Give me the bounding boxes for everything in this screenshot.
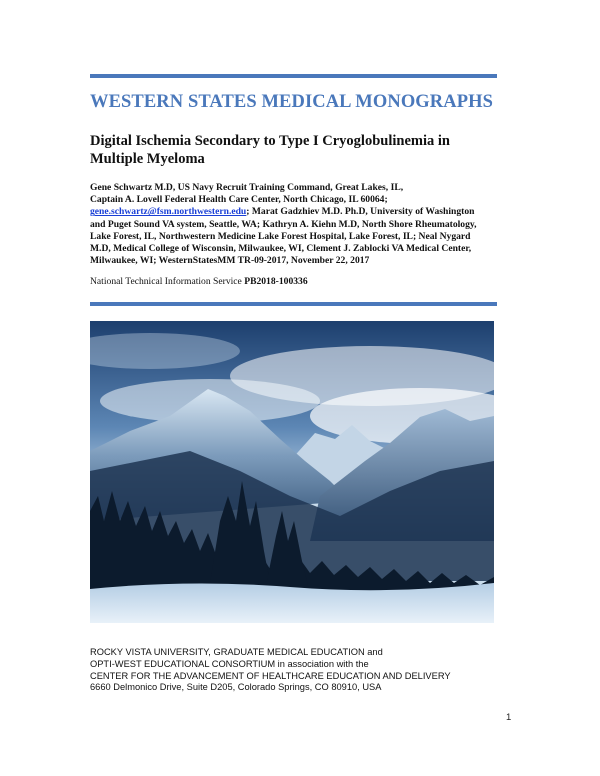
- header-rule: [90, 74, 497, 78]
- footer-line: CENTER FOR THE ADVANCEMENT OF HEALTHCARE EDUCATION AND DELIVERY: [90, 670, 451, 681]
- paper-title-line-1: Digital Ischemia Secondary to Type I Cryoglobulinemia in: [90, 133, 450, 149]
- ntis-number: PB2018-100336: [244, 276, 308, 287]
- footer-line: ROCKY VISTA UNIVERSITY, GRADUATE MEDICAL EDUCATION and: [90, 647, 383, 657]
- author-email-link[interactable]: gene.schwartz@fsm.northwestern.edu: [90, 206, 247, 218]
- footer-address: 6660 Delmonico Drive, Suite D205, Colorado Springs, CO 80910, USA: [90, 682, 382, 693]
- paper-title: [90, 132, 510, 168]
- author-line: Gene Schwartz M.D, US Navy Recruit Training Command, Great Lakes, IL,: [90, 182, 404, 193]
- author-line: Lake Forest, IL, Northwestern Medicine Lake Forest Hospital, Lake Forest, IL; Neal Nygard: [90, 230, 471, 242]
- ntis-reference: [90, 276, 510, 287]
- ntis-label: National Technical Information Service: [90, 276, 245, 287]
- author-line: and Puget Sound VA system, Seattle, WA; Kathryn A. Kiehn M.D, North Shore Rheumatology,: [90, 218, 477, 230]
- paper-title-line-2: Multiple Myeloma: [90, 151, 205, 167]
- author-line: Captain A. Lovell Federal Health Care Center, North Chicago, IL 60064;: [90, 194, 388, 206]
- author-line: [90, 206, 510, 218]
- footer-line: OPTI-WEST EDUCATIONAL CONSORTIUM in association with the: [90, 658, 369, 669]
- series-title: WESTERN STATES MEDICAL MONOGRAPHS: [90, 92, 494, 112]
- section-rule: [90, 302, 497, 306]
- author-line: M.D, Medical College of Wisconsin, Milwaukee, WI, Clement J. Zablocki VA Medical Center,: [90, 243, 472, 255]
- page-number: 1: [506, 712, 512, 723]
- author-affiliations: [90, 182, 510, 267]
- author-line-rest: ; Marat Gadzhiev M.D. Ph.D, University of Washington: [246, 206, 475, 218]
- cover-photo-mountains: [90, 321, 494, 623]
- author-line: Milwaukee, WI; WesternStatesMM TR-09-2017, November 22, 2017: [90, 255, 370, 267]
- institution-footer: [90, 647, 530, 694]
